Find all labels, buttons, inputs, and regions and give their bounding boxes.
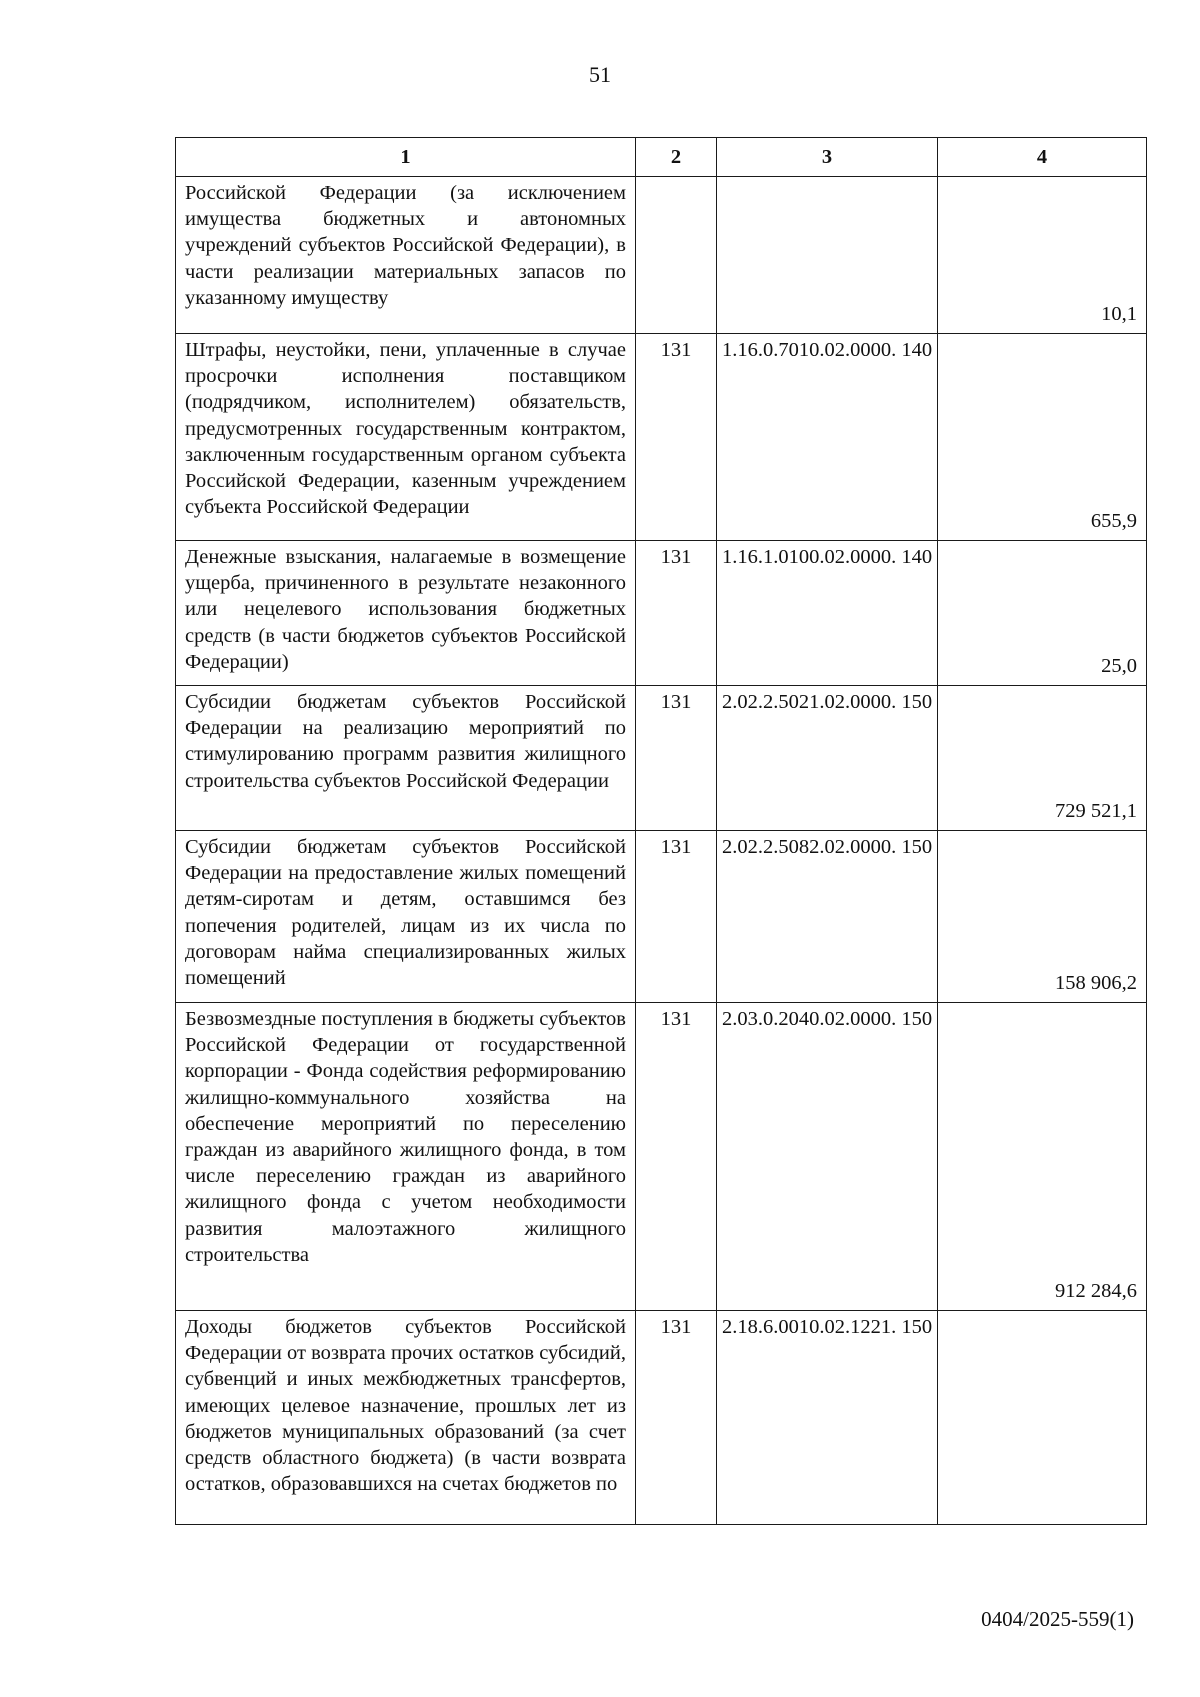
column-header-3: 3: [717, 138, 938, 177]
amount: [938, 1311, 1147, 1525]
column-header-1: 1: [176, 138, 636, 177]
amount: 10,1: [938, 177, 1147, 334]
revenue-name: Субсидии бюджетам субъектов Российской Федерации на предоставление жилых помещений детям-сиротам и детям, оставшимся без попечения родителей, лицам из их числа по договорам найма специализированных жилых помещений: [176, 831, 636, 1003]
admin-code: 131: [636, 334, 717, 541]
table-row: [176, 1311, 1147, 1525]
revenue-table: [175, 137, 1147, 1525]
table-row: [176, 541, 1147, 686]
revenue-name: Штрафы, неустойки, пени, уплаченные в случае просрочки исполнения поставщиком (подрядчиком, исполнителем) обязательств, предусмотренных государственным контрактом, заключенным государственным органом субъекта Российской Федерации, казенным учреждением субъекта Российской Федерации: [176, 334, 636, 541]
amount: 25,0: [938, 541, 1147, 686]
column-header-4: 4: [938, 138, 1147, 177]
budget-classification-code: 2.02.2.5021.02.0000. 150: [717, 686, 938, 831]
revenue-name: Безвозмездные поступления в бюджеты субъектов Российской Федерации от государственной корпорации - Фонда содействия реформированию жилищно-коммунального хозяйства на обеспечение мероприятий по переселению граждан из аварийного жилищного фонда, в том числе переселению граждан из аварийного жилищного фонда с учетом необходимости развития малоэтажного жилищного строительства: [176, 1003, 636, 1311]
budget-classification-code: 1.16.0.7010.02.0000. 140: [717, 334, 938, 541]
amount: 158 906,2: [938, 831, 1147, 1003]
page-number: 51: [589, 62, 611, 87]
budget-classification-code: [717, 177, 938, 334]
amount: 912 284,6: [938, 1003, 1147, 1311]
amount: 729 521,1: [938, 686, 1147, 831]
admin-code: [636, 177, 717, 334]
table-header-row: [176, 138, 1147, 177]
table-row: [176, 831, 1147, 1003]
column-header-2: 2: [636, 138, 717, 177]
table-row: [176, 686, 1147, 831]
admin-code: 131: [636, 1311, 717, 1525]
admin-code: 131: [636, 831, 717, 1003]
revenue-name: Доходы бюджетов субъектов Российской Федерации от возврата прочих остатков субсидий, субвенций и иных межбюджетных трансфертов, имеющих целевое назначение, прошлых лет из бюджетов муниципальных образований (за счет средств областного бюджета) (в части возврата остатков, образовавшихся на счетах бюджетов по: [176, 1311, 636, 1525]
budget-classification-code: 1.16.1.0100.02.0000. 140: [717, 541, 938, 686]
table-row: [176, 1003, 1147, 1311]
revenue-name: Денежные взыскания, налагаемые в возмещение ущерба, причиненного в результате незаконного или нецелевого использования бюджетных средств (в части бюджетов субъектов Российской Федерации): [176, 541, 636, 686]
budget-classification-code: 2.18.6.0010.02.1221. 150: [717, 1311, 938, 1525]
revenue-name: Российской Федерации (за исключением имущества бюджетных и автономных учреждений субъектов Российской Федерации), в части реализации материальных запасов по указанному имуществу: [176, 177, 636, 334]
revenue-name: Субсидии бюджетам субъектов Российской Федерации на реализацию мероприятий по стимулированию программ развития жилищного строительства субъектов Российской Федерации: [176, 686, 636, 831]
admin-code: 131: [636, 1003, 717, 1311]
admin-code: 131: [636, 541, 717, 686]
amount: 655,9: [938, 334, 1147, 541]
table-row: [176, 334, 1147, 541]
table-row: [176, 177, 1147, 334]
document-code: 0404/2025-559(1): [981, 1607, 1134, 1631]
budget-classification-code: 2.03.0.2040.02.0000. 150: [717, 1003, 938, 1311]
admin-code: 131: [636, 686, 717, 831]
budget-classification-code: 2.02.2.5082.02.0000. 150: [717, 831, 938, 1003]
